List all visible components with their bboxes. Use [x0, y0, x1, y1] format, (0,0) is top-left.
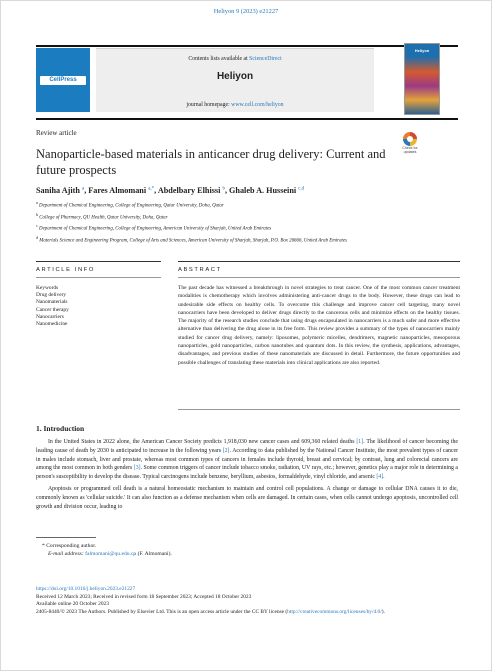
author-affil-mark[interactable]: a	[81, 186, 85, 192]
author-affil-mark[interactable]: a,*	[148, 186, 155, 192]
license-text	[36, 609, 458, 617]
abstract-rule	[178, 261, 460, 262]
affil-text: College of Pharmacy, QU Health, Qatar University, Doha, Qatar	[39, 215, 168, 221]
keyword-item: Nanomaterials	[36, 299, 68, 306]
homepage-link[interactable]: www.cell.com/heliyon	[231, 102, 284, 108]
intro-text: In the United States in 2022 alone, the American Cancer Society predicts 1,918,030 new cancer cases and 609,360 related deaths	[48, 439, 357, 445]
article-title: Nanoparticle-based materials in anticancer drug delivery: Current and future prospects	[36, 147, 386, 177]
intro-paragraph-1	[36, 438, 458, 482]
citation-link[interactable]: [3]	[133, 465, 141, 472]
author-name[interactable]: Abdelbary Elhissi	[157, 186, 221, 195]
abstract-end-rule	[178, 409, 460, 410]
affiliations	[36, 199, 456, 245]
author-list: Saniha Ajith $^a$, Fares Almomani $^{a,*}$, Abdelbary Elhissi $^b$, Ghaleb A. Husseini $^{c,d}$	[36, 186, 305, 195]
keywords-rule	[36, 277, 161, 278]
abstract-heading: ABSTRACT	[178, 267, 222, 273]
intro-text: . According to data published by the National Cancer Institute, the most prevalent types of cancer in males include stomach, liver and prostate, whereas most common types of cancers in females include thyroid, breast and cervical; by contrast, lung and colorectal cancers are among the most common in both genders	[36, 447, 459, 472]
author-name[interactable]: Fares Almomani	[88, 186, 147, 195]
doi-link[interactable]: https://doi.org/10.1016/j.heliyon.2023.e21227	[36, 586, 136, 592]
article-type: Review article	[36, 129, 77, 137]
footnote-rule	[36, 537, 96, 538]
contents-available	[96, 56, 374, 62]
keyword-item: Nanomedicine	[36, 321, 68, 328]
author-name[interactable]: Saniha Ajith	[36, 186, 80, 195]
journal-reference-link[interactable]: Heliyon 9 (2023) e21227	[213, 8, 279, 15]
affiliation-item	[36, 234, 456, 246]
homepage-prefix: journal homepage:	[186, 102, 232, 108]
abstract-text: The past decade has witnessed a breakthrough in novel strategies to treat cancer. One of the most common cancer treatment modalities is chemotherapy which involves administering anti-cancer drugs to the body. However, these drugs can lead to undesirable side effects on healthy cells. To overcome this challenge and improve cancer cell targeting, many novel nanocarriers have been developed to deliver drugs directly to the cancerous cells and minimize effects on the healthy tissues. The majority of the research studies conclude that using drugs encapsulated in nanocarriers is a much safer and more effective alternative than delivering the drug alone in its free form. This review provides a summary of the types of nanocarriers mainly studied for cancer drug delivery, namely: liposomes, polymeric micelles, dendrimers, magnetic nanoparticles, mesoporous nanoparticles, gold nanoparticles, carbon nanotubes and quantum dots. In this review, the synthesis, applications, advantages, disadvantages, and previous studies of these nanomaterials are discussed in detail. Furthermore, the future opportunities and possible challenges of translating these materials into clinical applications are also reported.	[178, 285, 460, 366]
article-footer	[36, 586, 458, 616]
header-rule-bottom	[36, 118, 458, 120]
author-name[interactable]: Ghaleb A. Husseini	[229, 186, 297, 195]
available-online: Available online 20 October 2023	[36, 601, 109, 608]
email-link[interactable]: falmomani@qu.edu.qa	[85, 551, 137, 557]
affiliation-item	[36, 211, 456, 223]
publisher-logo[interactable]	[36, 48, 90, 112]
affil-mark: d	[36, 234, 39, 240]
keyword-item: Nanocarriers	[36, 313, 64, 320]
article-info-rule	[36, 261, 161, 262]
abstract-sub-rule	[178, 277, 460, 278]
journal-name: Heliyon	[216, 71, 254, 82]
citation-link[interactable]: [1]	[356, 439, 364, 445]
intro-text: . Some common triggers of cancer include tobacco smoke, radiation, UV rays, etc.; however, genetics play a major role in determining a person's susceptibility to develop the disease. Typical carcinogens include benzene, beryllium, asbestos, formaldehyde, vinyl chloride, and arsenic	[36, 465, 458, 481]
author-affil-mark[interactable]: c,d	[298, 186, 305, 192]
license-link[interactable]: http://creativecommons.org/licenses/by/4.0/	[287, 608, 382, 615]
affil-text: Department of Chemical Engineering, College of Engineering, Qatar University, Doha, Qatar	[39, 203, 224, 209]
email-suffix: (F. Almomani).	[136, 551, 172, 557]
contents-prefix: Contents lists available at	[188, 56, 250, 62]
introduction-heading: 1. Introduction	[36, 424, 85, 433]
license-pre: 2405-8440/© 2023 The Authors. Published by Elsevier Ltd. This is an open access article under the CC BY license (	[36, 608, 288, 615]
check-updates-icon[interactable]	[403, 132, 417, 146]
citation-link[interactable]: [2]	[222, 447, 230, 454]
footnote	[36, 542, 458, 558]
journal-homepage	[96, 102, 374, 108]
cover-title: Heliyon	[414, 48, 430, 53]
cellpress-logo-text: CellPress	[40, 76, 86, 85]
license-post: ).	[381, 608, 385, 615]
sciencedirect-link[interactable]: ScienceDirect	[249, 56, 282, 62]
keywords-label: Keywords	[36, 285, 59, 291]
affiliation-item	[36, 222, 456, 234]
corresponding-author: * Corresponding author.	[42, 543, 97, 549]
journal-cover-image[interactable]	[404, 43, 440, 115]
affil-mark: b	[36, 211, 39, 217]
masthead	[36, 48, 440, 115]
affil-text: Materials Science and Engineering Program, College of Arts and Sciences, American University of Sharjah, Sharjah, P.O. Box 26666, United Arab Emirates	[39, 238, 347, 244]
affil-mark: a	[36, 200, 38, 205]
keywords-block	[36, 285, 156, 328]
affiliation-item	[36, 199, 456, 211]
email-line	[36, 550, 458, 558]
intro-text: .	[383, 474, 385, 481]
affil-text: Department of Chemical Engineering, College of Engineering, American University of Sharjah, United Arab Emirates	[39, 226, 272, 232]
journal-info-box	[96, 48, 374, 112]
intro-paragraph-2: Apoptosis or programmed cell death is a natural homeostatic mechanism to maintain and control cell populations. A change or damage to cellular DNA causes it to die, commonly known as 'cellular suicide.' It can also function as a defense mechanism when cells are damaged. In certain cases, when cells cannot undergo apoptosis, uncontrolled cell growth and division occur, leading to	[36, 485, 458, 510]
affil-mark: c	[36, 223, 38, 229]
header-rule-top	[36, 45, 458, 47]
received-dates: Received 12 March 2023; Received in revised form 18 September 2023; Accepted 18 October 2023	[36, 593, 252, 600]
introduction-body	[36, 438, 458, 514]
keyword-item: Drug delivery	[36, 292, 67, 299]
citation-link[interactable]: [4]	[376, 474, 384, 481]
check-updates-label[interactable]: Check for updates	[402, 146, 418, 154]
article-info-heading: ARTICLE INFO	[36, 267, 96, 273]
author-affil-mark[interactable]: b	[222, 186, 225, 192]
keyword-item: Cancer therapy	[36, 306, 69, 313]
email-label: E-mail address:	[48, 551, 86, 557]
intro-text: . The likelihood of cancer becoming the leading cause of death by 2030 is anticipated to increase in the following years	[36, 439, 458, 454]
